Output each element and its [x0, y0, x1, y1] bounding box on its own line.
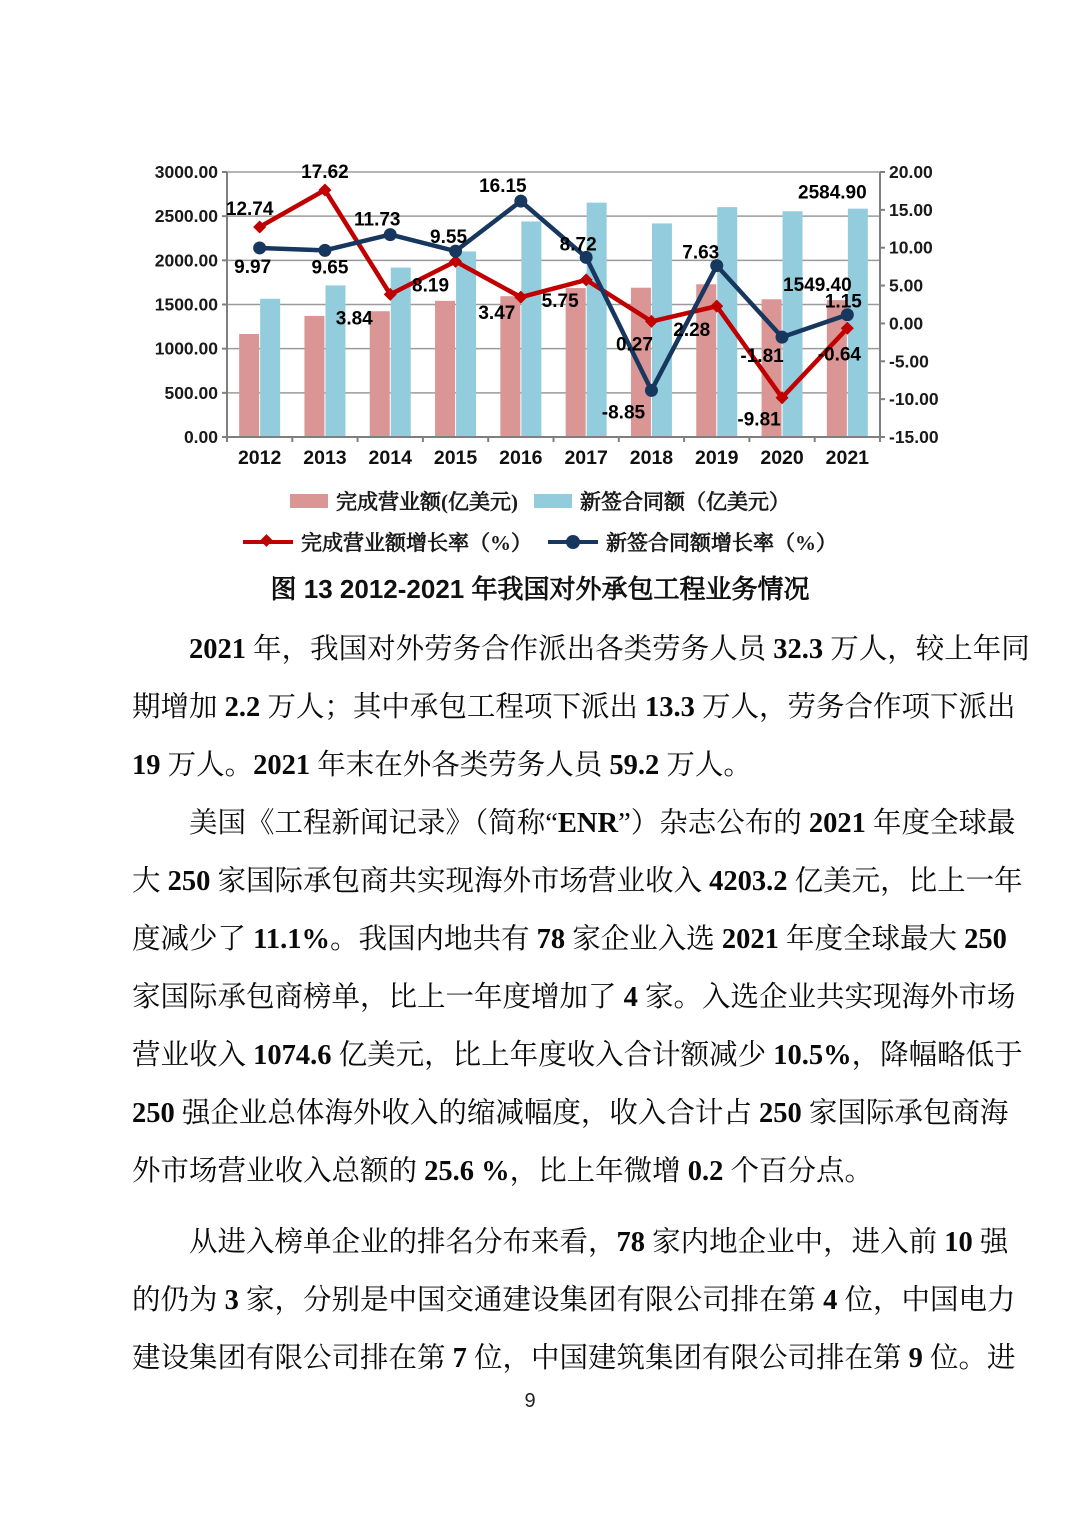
svg-text:7.63: 7.63 [682, 242, 720, 264]
red-line-diamond-icon [243, 535, 293, 549]
paragraph [132, 1214, 1016, 1388]
paragraph-line: 2021 年，我国对外劳务合作派出各类劳务人员 32.3 万人，较上年同 [189, 634, 1030, 665]
svg-text:8.72: 8.72 [559, 234, 597, 256]
svg-text:5.75: 5.75 [541, 290, 579, 312]
paragraph-line: 度减少了 11.1%。我国内地共有 78 家企业入选 2021 年度全球最大 250 [132, 924, 1007, 955]
paragraph-line: 外市场营业收入总额的 25.6 %，比上年微增 0.2 个百分点。 [132, 1156, 874, 1187]
figure-caption: 图 13 2012-2021 年我国对外承包工程业务情况 [270, 574, 810, 604]
paragraph-line: 期增加 2.2 万人；其中承包工程项下派出 13.3 万人，劳务合作项下派出 [132, 692, 1016, 723]
svg-text:9.65: 9.65 [311, 257, 349, 279]
svg-text:3.47: 3.47 [478, 303, 516, 325]
contracts-swatch-icon [534, 494, 572, 508]
svg-text:-8.85: -8.85 [601, 402, 646, 424]
svg-text:-9.81: -9.81 [737, 409, 781, 431]
svg-text:1500.00: 1500.00 [154, 294, 218, 315]
svg-text:8.19: 8.19 [412, 275, 450, 297]
svg-text:2013: 2013 [303, 447, 347, 469]
svg-text:12.74: 12.74 [225, 198, 274, 220]
svg-text:2500.00: 2500.00 [154, 206, 218, 227]
combo-chart-svg [140, 158, 970, 480]
paragraph-line: 250 强企业总体海外收入的缩减幅度，收入合计占 250 家国际承包商海 [132, 1098, 1009, 1129]
svg-text:2017: 2017 [564, 447, 608, 469]
paragraph-line: 营业收入 1074.6 亿美元，比上年度收入合计额减少 10.5%，降幅略低于 [132, 1040, 1023, 1071]
legend-item-contracts [534, 486, 790, 516]
svg-text:9.97: 9.97 [234, 256, 272, 278]
svg-text:9.55: 9.55 [430, 227, 468, 249]
svg-text:17.62: 17.62 [301, 162, 349, 184]
svg-text:-15.00: -15.00 [889, 427, 939, 447]
body-text [132, 621, 1030, 1388]
svg-text:0.00: 0.00 [889, 313, 924, 334]
svg-text:-10.00: -10.00 [889, 389, 939, 410]
svg-text:3.84: 3.84 [335, 308, 373, 330]
svg-text:2018: 2018 [629, 447, 674, 469]
svg-text:0.27: 0.27 [615, 334, 653, 356]
legend-label-revenue: 完成营业额(亿美元) [336, 490, 518, 514]
svg-text:10.00: 10.00 [889, 237, 933, 258]
svg-text:16.15: 16.15 [479, 176, 527, 198]
legend-label-contracts-growth: 新签合同额增长率（%） [606, 531, 837, 555]
svg-text:-1.81: -1.81 [740, 346, 784, 368]
legend-item-revenue [290, 486, 518, 516]
paragraph-line: 大 250 家国际承包商共实现海外市场营业收入 4203.2 亿美元，比上一年 [132, 866, 1023, 897]
svg-text:1.15: 1.15 [824, 291, 862, 313]
legend-item-revenue-growth [243, 527, 532, 557]
svg-text:2020: 2020 [760, 447, 804, 469]
svg-text:1549.40: 1549.40 [783, 275, 852, 297]
svg-text:5.00: 5.00 [889, 275, 924, 296]
chart-legend [0, 486, 1080, 557]
revenue-swatch-icon [290, 494, 328, 508]
paragraph-line: 建设集团有限公司排在第 7 位，中国建筑集团有限公司排在第 9 位。进 [132, 1343, 1016, 1374]
paragraph-line: 从进入榜单企业的排名分布来看，78 家内地企业中，进入前 10 强 [189, 1227, 1009, 1258]
legend-label-revenue-growth: 完成营业额增长率（%） [301, 531, 532, 555]
paragraph-line: 家国际承包商榜单，比上一年度增加了 4 家。入选企业共实现海外市场 [132, 982, 1016, 1013]
svg-text:2016: 2016 [499, 447, 543, 469]
svg-text:2012: 2012 [237, 447, 282, 469]
svg-text:11.73: 11.73 [354, 209, 401, 231]
svg-text:2021: 2021 [825, 447, 870, 469]
page-number: 9 [524, 1390, 536, 1412]
svg-text:3000.00: 3000.00 [154, 162, 218, 182]
svg-text:15.00: 15.00 [889, 199, 933, 220]
navy-line-dot-icon [548, 535, 598, 549]
svg-text:2584.90: 2584.90 [798, 182, 867, 204]
svg-text:0.00: 0.00 [183, 427, 218, 447]
figure-chart [140, 158, 970, 480]
paragraph-line: 19 万人。2021 年末在外各类劳务人员 59.2 万人。 [132, 750, 752, 781]
paragraph [132, 795, 1023, 1201]
svg-text:2019: 2019 [695, 447, 739, 469]
svg-text:500.00: 500.00 [164, 382, 218, 403]
paragraph-line: 的仍为 3 家，分别是中国交通建设集团有限公司排在第 4 位，中国电力 [132, 1285, 1016, 1316]
paragraph-line: 美国《工程新闻记录》（简称“ENR”）杂志公布的 2021 年度全球最 [189, 808, 1016, 839]
legend-item-contracts-growth [548, 527, 837, 557]
svg-text:-5.00: -5.00 [889, 351, 929, 372]
svg-text:20.00: 20.00 [889, 162, 933, 182]
paragraph [132, 621, 1030, 795]
legend-label-contracts: 新签合同额（亿美元） [580, 490, 790, 514]
svg-text:2.28: 2.28 [673, 320, 711, 342]
legend-row-lines [243, 527, 837, 557]
svg-text:2015: 2015 [433, 447, 478, 469]
svg-text:1000.00: 1000.00 [154, 338, 218, 359]
svg-text:2000.00: 2000.00 [154, 250, 218, 271]
svg-text:2014: 2014 [368, 447, 412, 469]
svg-text:-0.64: -0.64 [817, 344, 862, 366]
legend-row-bars [290, 486, 790, 516]
